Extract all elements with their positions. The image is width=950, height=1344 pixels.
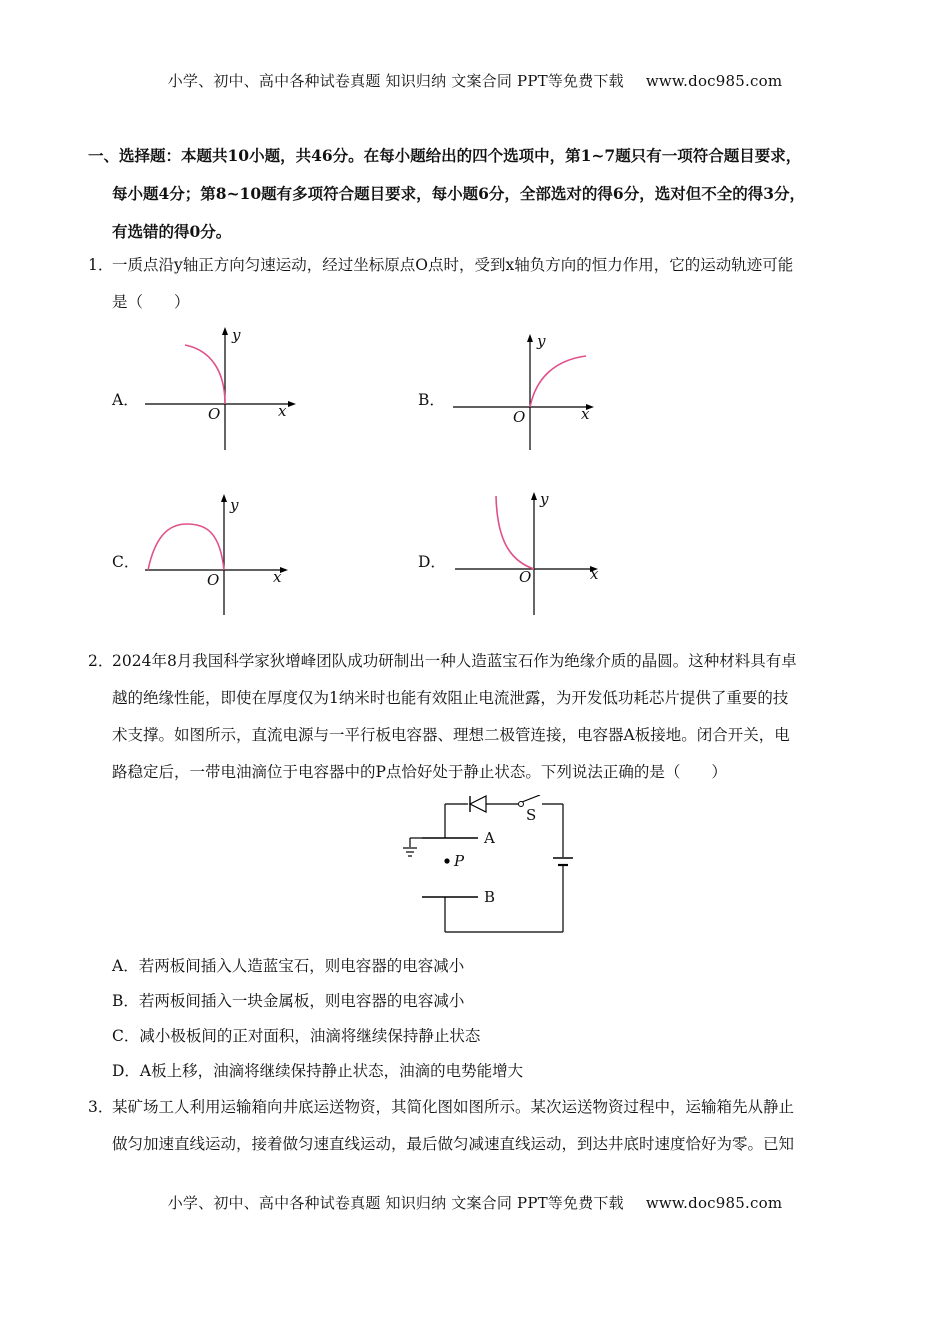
q1-b-y-label: y [537,332,546,350]
q2-line3: 术支撑。如图所示，直流电源与一平行板电容器、理想二极管连接，电容器A板接地。闭合开关，电 [112,726,790,744]
footer-site: www.doc985.com [645,1194,783,1212]
q1-option-a-label: A． [112,391,139,409]
q1-c-origin-label: O [207,571,220,589]
q1-number: 1． [88,256,114,274]
q1-a-y-label: y [232,326,241,344]
switch-lever-icon [522,795,540,802]
q1-option-a-graph [140,325,300,455]
point-p-label: P [454,852,465,870]
y-arrow-icon [221,494,227,502]
q1-option-c-graph [140,492,300,617]
question-3 [88,1089,868,1163]
page-header [0,70,950,91]
plate-b-label: B [484,888,496,906]
q1-a-x-label: x [278,402,287,420]
q1-option-d-graph [452,490,612,617]
q2-option-b: B．若两板间插入一块金属板，则电容器的电容减小 [112,992,465,1010]
diode-icon [470,796,486,812]
q1-d-y-label: y [540,490,549,508]
plate-a-label: A [484,829,495,847]
trajectory-curve [496,496,534,569]
y-arrow-icon [527,334,533,342]
trajectory-curve [148,524,224,570]
header-site: www.doc985.com [645,72,783,90]
q1-a-origin-label: O [208,405,221,423]
q2-option-c: C．减小极板间的正对面积，油滴将继续保持静止状态 [112,1027,481,1045]
q2-option-a: A．若两板间插入人造蓝宝石，则电容器的电容减小 [112,957,465,975]
q1-line2: 是（ ） [112,293,190,311]
q1-line1: 一质点沿y轴正方向匀速运动，经过坐标原点O点时，受到x轴负方向的恒力作用，它的运动轨迹可能 [112,256,794,274]
y-arrow-icon [531,492,537,500]
q3-number: 3． [88,1098,114,1116]
header-text: 小学、初中、高中各种试卷真题 知识归纳 文案合同 PPT等免费下载 [167,72,624,90]
q1-b-x-label: x [581,405,590,423]
q2-line2: 越的绝缘性能，即使在厚度仅为1纳米时也能有效阻止电流泄露，为开发低功耗芯片提供了重要的技 [112,689,789,707]
q1-c-x-label: x [273,568,282,586]
q2-circuit-diagram [400,795,580,935]
section-line3: 有选错的得0分。 [112,222,232,241]
x-arrow-icon [288,401,296,407]
q1-c-y-label: y [230,496,239,514]
footer-text: 小学、初中、高中各种试卷真题 知识归纳 文案合同 PPT等免费下载 [167,1194,624,1212]
q3-line1: 某矿场工人利用运输箱向井底运送物资，其简化图如图所示。某次运送物资过程中，运输箱先从静止 [112,1098,795,1116]
question-2 [88,643,868,791]
q2-option-d: D．A板上移，油滴将继续保持静止状态，油滴的电势能增大 [112,1062,524,1080]
section-line2: 每小题4分；第8~10题有多项符合题目要求，每小题6分，全部选对的得6分，选对但不全的得3分， [112,184,805,203]
q1-d-x-label: x [590,565,599,583]
point-p-dot [444,858,449,863]
trajectory-curve [185,345,225,404]
q2-line1: 2024年8月我国科学家狄增峰团队成功研制出一种人造蓝宝石作为绝缘介质的晶圆。这种材料具有卓 [112,652,797,670]
q1-option-b-graph [448,332,608,452]
q1-option-b-label: B． [418,391,445,409]
q1-b-origin-label: O [513,408,526,426]
section-line1: 一、选择题：本题共10小题，共46分。在每小题给出的四个选项中，第1~7题只有一项符合题目要求， [88,146,802,165]
page-footer [0,1192,950,1213]
question-1 [88,247,868,321]
switch-s-label: S [526,806,537,824]
section-heading [88,137,868,251]
q2-number: 2． [88,652,114,670]
q1-option-c-label: C． [112,553,140,571]
q1-d-origin-label: O [519,568,532,586]
trajectory-curve [530,356,586,407]
q1-option-d-label: D． [418,553,446,571]
q2-line4: 路稳定后，一带电油滴位于电容器中的P点恰好处于静止状态。下列说法正确的是（ ） [112,763,727,781]
y-arrow-icon [222,327,228,335]
q3-line2: 做匀加速直线运动，接着做匀速直线运动，最后做匀减速直线运动，到达井底时速度恰好为零。已知 [112,1135,795,1153]
